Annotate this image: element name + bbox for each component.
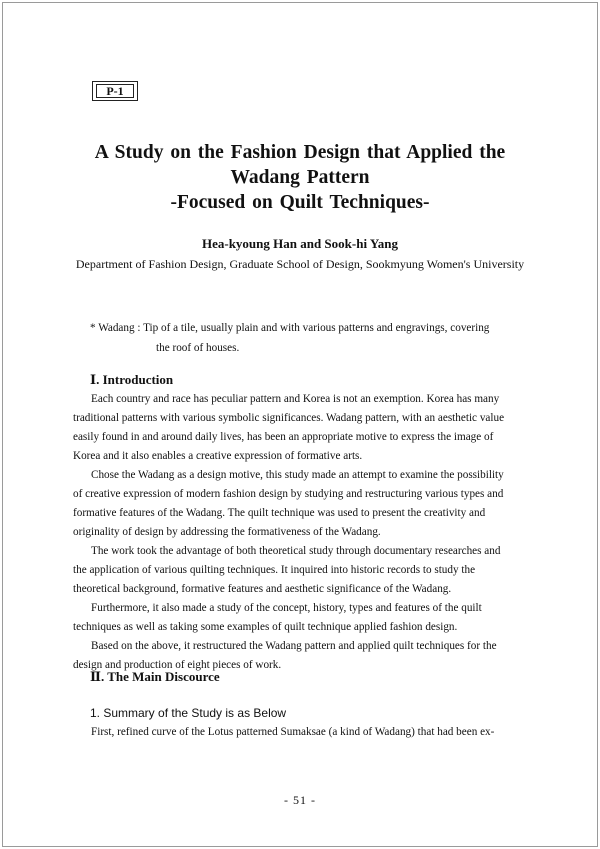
body-line: of creative expression of modern fashion design by studying and restructuring various types and: [73, 488, 504, 500]
subsection-heading: 1. Summary of the Study is as Below: [90, 706, 287, 720]
body-line: techniques as well as taking some examples of quilt technique applied fashion design.: [73, 621, 458, 633]
body-line: Based on the above, it restructured the Wadang pattern and applied quilt techniques for the: [91, 640, 497, 652]
body-line: First, refined curve of the Lotus patterned Sumaksae (a kind of Wadang) that had been ex-: [91, 726, 495, 738]
section-heading-main-discource: Ⅱ. The Main Discource: [90, 669, 220, 684]
poster-code-badge: [92, 81, 138, 101]
body-line: traditional patterns with various symbolic significances. Wadang pattern, with an aesthetic value: [73, 412, 505, 424]
body-line: easily found in and around daily lives, has been an appropriate motive to express the image of: [73, 431, 494, 443]
body-line: the application of various quilting techniques. It inquired into historic records to study the: [73, 564, 476, 576]
title-line: A Study on the Fashion Design that Applied the: [94, 142, 506, 163]
body-line: theoretical background, formative features and aesthetic significance of the Wadang.: [73, 583, 452, 595]
authors: Hea-kyoung Han and Sook-hi Yang: [201, 236, 399, 251]
body-line: formative features of the Wadang. The quilt technique was used to present the creativity and: [73, 507, 486, 519]
poster-code-label: P-1: [96, 84, 134, 98]
body-line: Furthermore, it also made a study of the concept, history, types and features of the quilt: [91, 602, 482, 614]
body-line: Korea and it also enables a creative expression of formative arts.: [73, 450, 363, 462]
body-line: design and production of eight pieces of work.: [73, 659, 282, 671]
footnote-line: the roof of houses.: [156, 342, 240, 354]
page-number: - 51 -: [284, 793, 316, 807]
title-line: Wadang Pattern: [230, 167, 370, 188]
footnote-line: * Wadang : Tip of a tile, usually plain and with various patterns and engravings, covering: [90, 322, 490, 334]
section-heading-introduction: Ⅰ. Introduction: [90, 372, 174, 387]
footnote: [90, 318, 530, 358]
affiliation: Department of Fashion Design, Graduate School of Design, Sookmyung Women's University: [75, 257, 525, 271]
paper-title: [40, 140, 560, 215]
main-discource-body: [73, 723, 528, 742]
body-line: originality of design by addressing the formativeness of the Wadang.: [73, 526, 381, 538]
introduction-body: [73, 390, 528, 675]
body-line: The work took the advantage of both theoretical study through documentary researches and: [91, 545, 501, 557]
body-line: Each country and race has peculiar pattern and Korea is not an exemption. Korea has many: [91, 393, 500, 405]
title-line: -Focused on Quilt Techniques-: [170, 192, 430, 213]
body-line: Chose the Wadang as a design motive, this study made an attempt to examine the possibility: [91, 469, 504, 481]
